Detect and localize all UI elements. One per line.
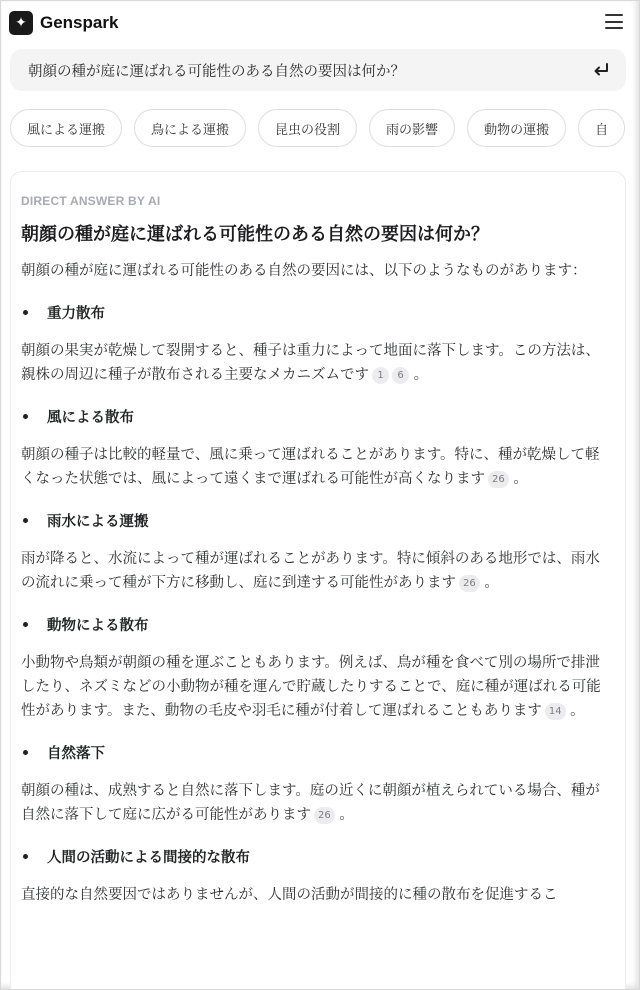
section-text: 直接的な自然要因ではありませんが、人間の活動が間接的に種の散布を促進するこ (21, 887, 558, 903)
bullet-icon (23, 854, 28, 859)
citation-badge[interactable]: 26 (314, 807, 335, 824)
section-heading (21, 404, 615, 428)
bullet-icon (23, 750, 28, 755)
section-heading-text: 風による散布 (47, 409, 134, 426)
topic-chip[interactable]: 動物の運搬 (467, 109, 566, 147)
answer-source-tag: DIRECT ANSWER BY AI (21, 194, 161, 208)
search-query[interactable]: 朝顔の種が庭に運ばれる可能性のある自然の要因は何か？ (28, 63, 405, 80)
section-text: 朝顔の種子は比較的軽量で、風に乗って運ばれることがあります。特に、種が乾燥して軽くなった状態では、風によって遠くまで運ばれる可能性が高くなります (21, 447, 600, 487)
section-text: 雨が降ると、水流によって種が運ばれることがあります。特に傾斜のある地形では、雨水の流れに乗って種が下方に移動し、庭に到達する可能性があります (21, 551, 600, 591)
section-paragraph (21, 339, 613, 387)
topic-chip[interactable]: 鳥による運搬 (134, 109, 246, 147)
enter-icon[interactable] (590, 59, 612, 81)
citation-badge[interactable]: 26 (459, 575, 480, 592)
section-paragraph (21, 779, 613, 827)
topic-chip[interactable]: 昆虫の役割 (258, 109, 357, 147)
section-heading (21, 844, 615, 868)
citation-badge[interactable]: 1 (372, 367, 389, 384)
search-bar[interactable] (10, 49, 626, 91)
genspark-logo-icon[interactable]: ✦ (9, 11, 33, 35)
citation-badge[interactable]: 14 (545, 703, 566, 720)
section-paragraph (21, 547, 613, 595)
section-text: 朝顔の果実が乾燥して裂開すると、種子は重力によって地面に落下します。この方法は、親株の周辺に種子が散布される主要なメカニズムです (21, 343, 600, 383)
sentence-end: 。 (565, 703, 585, 719)
citation-badge[interactable]: 6 (392, 367, 409, 384)
sentence-end: 。 (409, 367, 429, 383)
bullet-icon (23, 414, 28, 419)
section-heading (21, 740, 615, 764)
topic-chip[interactable]: 自 (578, 109, 625, 147)
top-bar (1, 1, 640, 45)
section-paragraph (21, 883, 613, 907)
answer-card (10, 171, 626, 990)
sentence-end: 。 (479, 575, 499, 591)
topic-chip[interactable]: 風による運搬 (10, 109, 122, 147)
section-paragraph (21, 443, 613, 491)
section-heading-text: 動物による散布 (47, 617, 149, 634)
bullet-icon (23, 622, 28, 627)
hamburger-menu-icon[interactable] (605, 14, 623, 29)
section-heading (21, 508, 615, 532)
sentence-end: 。 (334, 807, 354, 823)
answer-sections (21, 300, 615, 907)
section-text: 小動物や鳥類が朝顔の種を運ぶこともあります。例えば、鳥が種を食べて別の場所で排泄したり、ネズミなどの小動物が種を運んで貯蔵したりすることで、庭に種が運ばれる可能性があります。また、動物の毛皮や羽毛に種が付着して運ばれることもあります (21, 655, 601, 719)
related-topic-chips (10, 109, 640, 147)
bullet-icon (23, 518, 28, 523)
sentence-end: 。 (508, 471, 528, 487)
section-heading-text: 重力散布 (47, 305, 105, 322)
bullet-icon (23, 310, 28, 315)
section-paragraph (21, 651, 613, 723)
section-heading (21, 612, 615, 636)
section-heading-text: 自然落下 (47, 745, 105, 762)
answer-title: 朝顔の種が庭に運ばれる可能性のある自然の要因は何か？ (21, 224, 489, 245)
brand-name[interactable]: Genspark (40, 13, 119, 32)
answer-intro: 朝顔の種が庭に運ばれる可能性のある自然の要因には、以下のようなものがあります： (21, 263, 587, 279)
section-heading-text: 雨水による運搬 (47, 513, 149, 530)
citation-badge[interactable]: 26 (488, 471, 509, 488)
section-text: 朝顔の種は、成熟すると自然に落下します。庭の近くに朝顔が植えられている場合、種が自然に落下して庭に広がる可能性があります (21, 783, 600, 823)
section-heading (21, 300, 615, 324)
topic-chip[interactable]: 雨の影響 (369, 109, 455, 147)
section-heading-text: 人間の活動による間接的な散布 (47, 849, 250, 866)
